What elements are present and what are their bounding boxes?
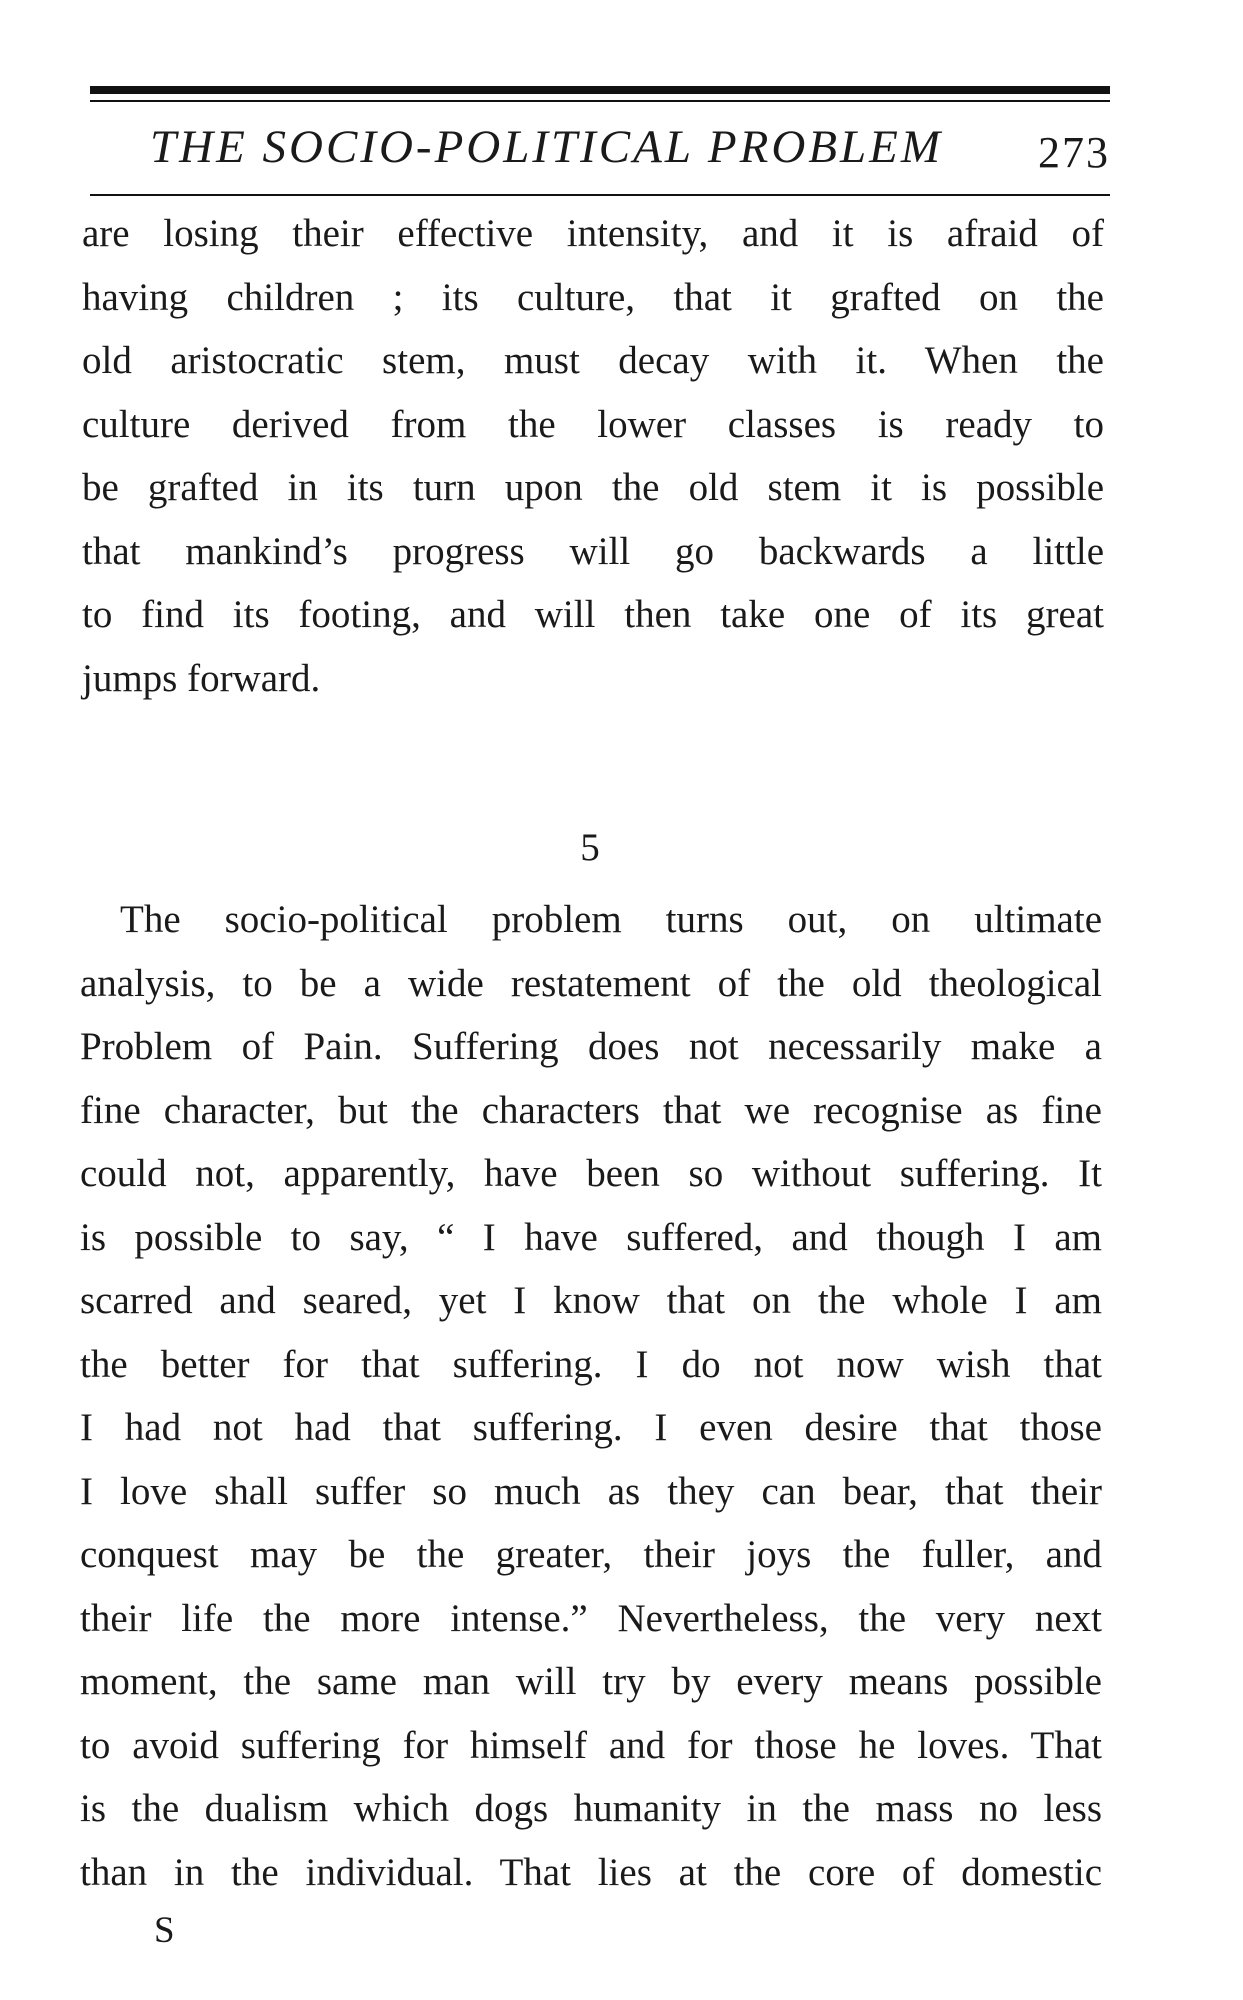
text-line: fine character, but the characters that we recognise as fine <box>80 1088 1102 1132</box>
text-line: scarred and seared, yet I know that on the whole I am <box>80 1279 1102 1322</box>
text-line: to avoid suffering for himself and for those he loves. That <box>80 1723 1102 1767</box>
text-line: the better for that suffering. I do not now wish that <box>80 1342 1102 1386</box>
text-line: to find its footing, and will then take one of its great <box>82 593 1104 636</box>
text-line: having children ; its culture, that it grafted on the <box>82 275 1104 319</box>
paragraph-1 <box>82 202 1104 710</box>
text-line: jumps forward. <box>82 656 321 700</box>
text-line: I love shall suffer so much as they can bear, that their <box>80 1469 1102 1513</box>
text-line: The socio-political problem turns out, on ultimate <box>120 898 1102 941</box>
header-rule-thick <box>90 86 1110 94</box>
text-line: I had not had that suffering. I even desire that those <box>80 1406 1102 1449</box>
text-line: analysis, to be a wide restatement of the old theological <box>80 961 1102 1005</box>
text-line: that mankind’s progress will go backwards a little <box>82 529 1104 573</box>
text-line: is possible to say, “ I have suffered, and though I am <box>80 1215 1102 1259</box>
running-title: THE SOCIO-POLITICAL PROBLEM <box>150 121 943 173</box>
signature-mark: S <box>154 1910 175 1951</box>
page-number: 273 <box>1038 128 1110 177</box>
text-line: conquest may be the greater, their joys the fuller, and <box>80 1533 1102 1576</box>
text-line: is the dualism which dogs humanity in the mass no less <box>80 1787 1102 1830</box>
header-rule-bottom <box>90 194 1110 196</box>
text-line: are losing their effective intensity, and it is afraid of <box>82 212 1104 255</box>
running-head <box>90 112 1110 182</box>
text-line: than in the individual. That lies at the core of domestic <box>80 1850 1102 1894</box>
text-line: old aristocratic stem, must decay with it. When the <box>82 339 1104 382</box>
text-line: be grafted in its turn upon the old stem it is possible <box>82 466 1104 509</box>
header-rule-thin <box>90 100 1110 102</box>
text-line: could not, apparently, have been so without suffering. It <box>80 1152 1102 1195</box>
text-line: culture derived from the lower classes is ready to <box>82 402 1104 446</box>
paragraph-2 <box>80 888 1102 1904</box>
text-line: moment, the same man will try by every means possible <box>80 1660 1102 1703</box>
section-number: 5 <box>580 826 600 869</box>
text-line: their life the more intense.” Nevertheless, the very next <box>80 1596 1102 1640</box>
text-line: Problem of Pain. Suffering does not necessarily make a <box>80 1025 1102 1068</box>
